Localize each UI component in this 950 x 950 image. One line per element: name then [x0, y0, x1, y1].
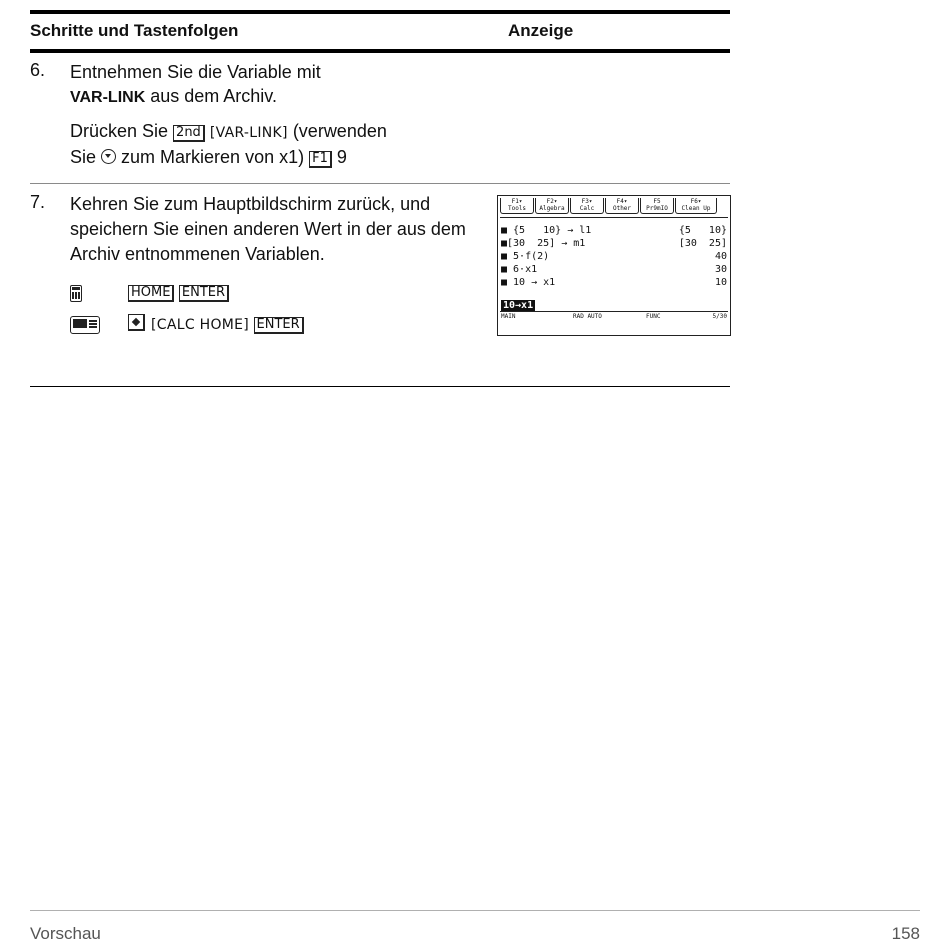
- step-7-row: [30, 184, 730, 386]
- key-enter: ENTER: [179, 285, 229, 302]
- table-bottom-rule: [30, 386, 730, 387]
- step-6-keys: Drücken Sie 2nd [VAR-LINK] (verwenden Sie zum Markieren von x1) F1 9: [70, 121, 387, 167]
- step-7-text: Kehren Sie zum Hauptbildschirm zurück, und speichern Sie einen anderen Wert in der aus dem Archiv entnommenen Variablen.: [70, 194, 466, 264]
- ti89-calculator-icon: [70, 285, 82, 302]
- step-6-line1: Entnehmen Sie die Variable mit VAR-LINK aus dem Archiv.: [70, 62, 321, 106]
- step-number: 6.: [30, 60, 46, 80]
- arrow-down-key-icon: [101, 149, 116, 164]
- status-count: 5/30: [712, 313, 727, 320]
- toolbar-f5: F5 Pr9mIO: [640, 198, 674, 214]
- toolbar-f3: F3▾ Calc: [570, 198, 604, 214]
- status-angle: RAD AUTO: [573, 313, 602, 320]
- history-line: ■ 10 → x1 10: [501, 277, 727, 288]
- voyage-keys: [70, 313, 495, 343]
- header-steps: Schritte und Tastenfolgen: [30, 21, 239, 40]
- key-calc-home: [CALC HOME]: [151, 317, 250, 333]
- key-var-link: [VAR-LINK]: [209, 125, 288, 141]
- status-graph: FUNC: [646, 313, 661, 320]
- var-link-label: VAR-LINK: [70, 89, 146, 106]
- history-line: ■ 5·f(2) 40: [501, 251, 727, 262]
- voyage-calculator-icon: [70, 316, 100, 334]
- toolbar-rule: [500, 217, 728, 218]
- entry-rule: [500, 311, 728, 312]
- history-area: [501, 224, 727, 289]
- history-line: ■[30 25] → m1 [30 25]: [501, 238, 727, 249]
- ti89-keys: [70, 281, 495, 311]
- history-line: ■ {5 10} → l1 {5 10}: [501, 225, 727, 236]
- key-home: HOME: [128, 285, 174, 302]
- key-2nd: 2nd: [173, 125, 205, 142]
- key-f1: F1: [309, 151, 332, 168]
- toolbar-f6: F6▾ Clean Up: [675, 198, 717, 214]
- footer-rule: [30, 910, 920, 911]
- calculator-screen: [497, 195, 731, 336]
- status-mode: MAIN: [501, 313, 516, 320]
- key-enter: ENTER: [254, 317, 304, 334]
- toolbar-f4: F4▾ Other: [605, 198, 639, 214]
- screen-toolbar: [500, 198, 728, 215]
- header-display: Anzeige: [508, 21, 574, 40]
- status-bar: [501, 313, 727, 323]
- entry-line: 10→x1: [503, 300, 534, 311]
- toolbar-f1: F1▾ Tools: [500, 198, 534, 214]
- footer-title: Vorschau: [30, 924, 101, 943]
- page-number: 158: [891, 924, 920, 943]
- instruction-table: [30, 10, 730, 387]
- toolbar-f2: F2▾ Algebra: [535, 198, 569, 214]
- table-header: [30, 14, 730, 49]
- diamond-key-icon: [128, 314, 145, 331]
- step-number: 7.: [30, 192, 46, 212]
- history-line: ■ 6·x1 30: [501, 264, 727, 275]
- step-6-row: [30, 53, 730, 183]
